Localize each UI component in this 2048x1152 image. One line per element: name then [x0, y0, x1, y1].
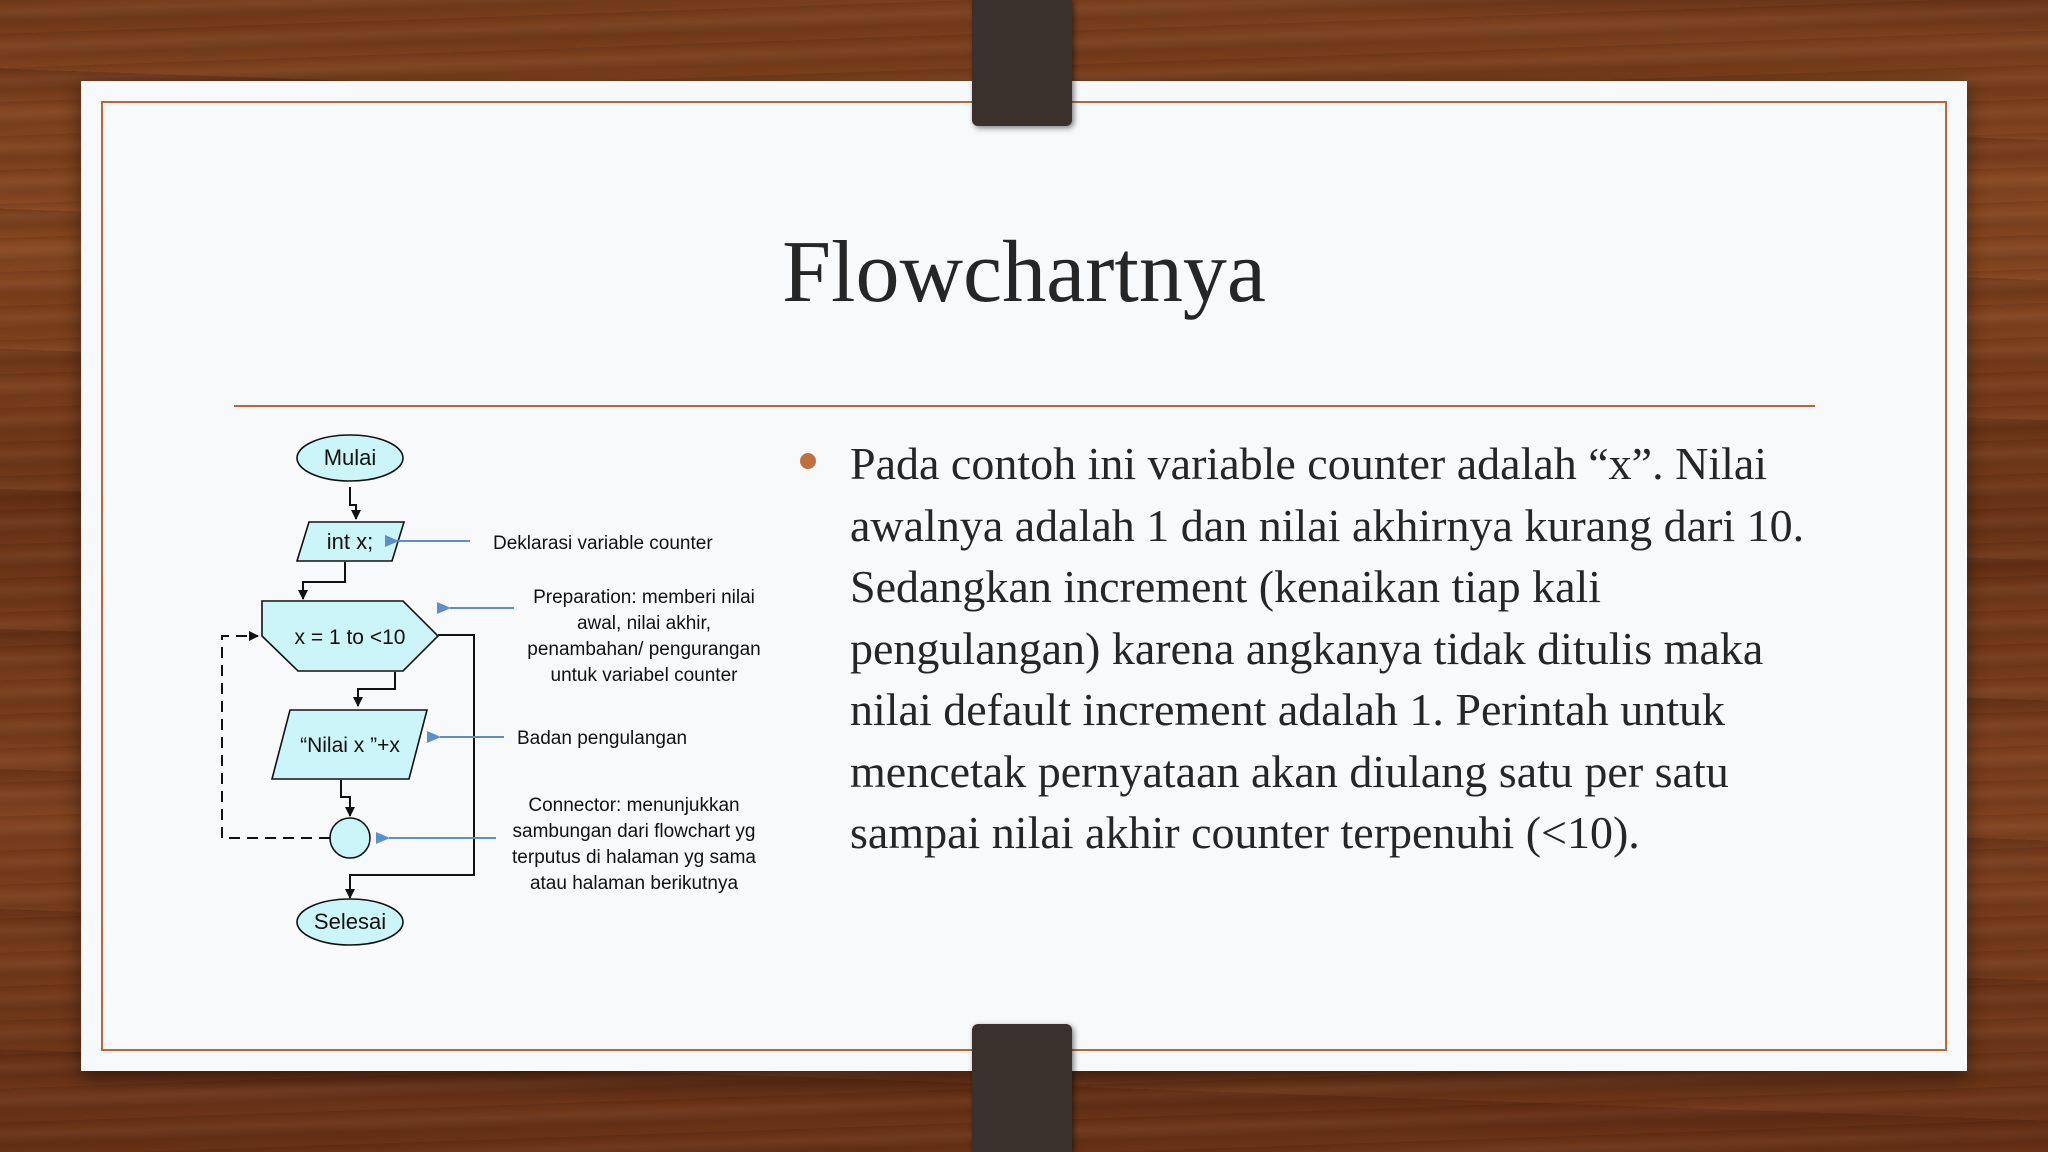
annotation-connector-line: Connector: menunjukkan [528, 795, 740, 816]
annotation-preparation-line: untuk variabel counter [550, 665, 738, 686]
annotation-preparation-line: penambahan/ pengurangan [527, 639, 761, 660]
annotation-preparation-line: awal, nilai akhir, [576, 613, 712, 634]
output-label: “Nilai x ”+x [300, 734, 400, 757]
start-label: Mulai [323, 445, 377, 470]
annotation-declare: Deklarasi variable counter [493, 533, 713, 554]
bullet-text: Pada contoh ini variable counter adalah “x”. Nilai awalnya adalah 1 dan nilai akhirnya kurang dari 10. Sedangkan increment (kenaikan tiap kali pengulangan) karena angkanya tidak ditulis maka nilai default increment adalah 1. Perintah untuk mencetak pernyataan akan diulang satu per satu sampai nilai akhir counter terpenuhi (<10). [850, 438, 1805, 858]
annotation-connector-line: sambungan dari flowchart yg [512, 821, 756, 842]
declare-label: int x; [326, 529, 374, 554]
annotation-preparation [527, 587, 760, 686]
annotation-arrows [389, 541, 514, 838]
end-label: Selesai [313, 909, 387, 934]
arrow-start-to-declare [350, 487, 356, 519]
annotation-connector-line: atau halaman berikutnya [529, 873, 739, 894]
arrow-output-to-connector [341, 780, 350, 816]
connector-circle [330, 818, 370, 858]
arrow-prep-to-output [358, 672, 395, 706]
annotation-preparation-line: Preparation: memberi nilai [533, 587, 755, 608]
arrow-declare-to-prep [303, 562, 345, 599]
annotation-connector [512, 795, 756, 894]
annotation-connector-line: terputus di halaman yg sama [512, 847, 756, 868]
slide-title: Flowchartnya [782, 224, 1266, 321]
annotation-body: Badan pengulangan [517, 728, 688, 749]
preparation-label: x = 1 to <10 [294, 626, 406, 649]
